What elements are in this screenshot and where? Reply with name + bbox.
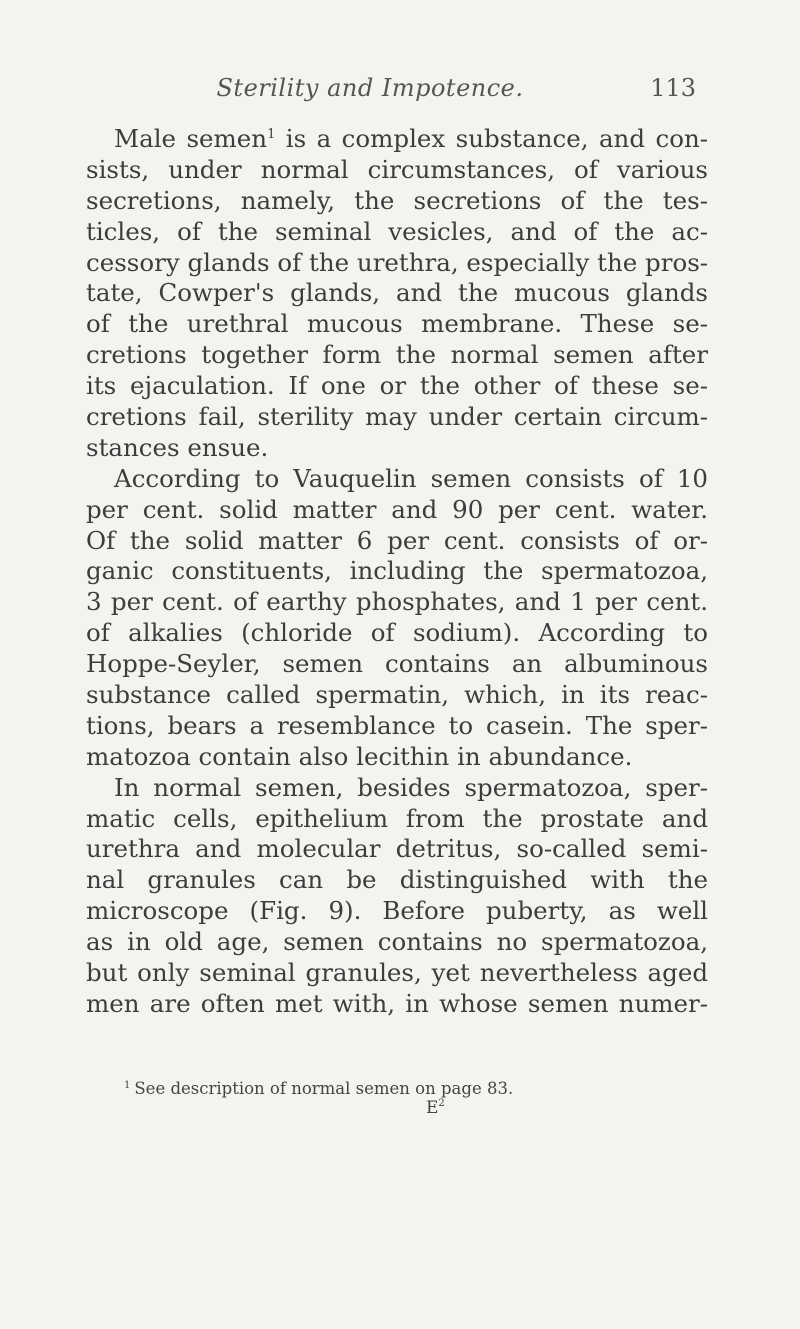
text-line: Of the solid matter 6 per cent. consists of or- — [86, 525, 708, 555]
text-line: matic cells, epithelium from the prostate and — [86, 803, 708, 833]
footnote-ref: 1 — [267, 127, 276, 142]
text-line: Hoppe-Seyler, semen contains an albuminous — [86, 649, 708, 679]
text-line: ticles, of the seminal vesicles, and of the ac- — [86, 216, 708, 246]
footnote-marker: 1 — [124, 1080, 131, 1091]
text-line: stances ensue. — [86, 432, 269, 462]
text-line: 3 per cent. of earthy phosphates, and 1 per cent. — [86, 587, 708, 617]
signature-letter: E — [426, 1098, 439, 1118]
text-line: According to Vauquelin semen consists of 10 — [114, 463, 708, 493]
running-head — [0, 74, 800, 114]
running-title: Sterility and Impotence. — [216, 74, 524, 102]
text-line: of the urethral mucous membrane. These se- — [86, 309, 708, 339]
text-line: cessory glands of the urethra, especially the pros- — [86, 247, 709, 277]
text-line: matozoa contain also lecithin in abundance. — [86, 741, 633, 771]
page-number: 113 — [650, 74, 696, 102]
text-line: Male semen$^1$ is a complex substance, and con- — [114, 124, 708, 153]
signature-number: 2 — [438, 1098, 445, 1109]
text-line: sists, under normal circumstances, of various — [86, 154, 708, 184]
footnote-text: See description of normal semen on page 83. — [134, 1079, 514, 1098]
text-line: but only seminal granules, yet nevertheless aged — [86, 958, 708, 988]
text-line: ganic constituents, including the spermatozoa, — [86, 556, 708, 586]
text-line: of alkalies (chloride of sodium). According to — [86, 618, 708, 648]
body-text — [86, 124, 708, 1020]
text-line: as in old age, semen contains no spermatozoa, — [86, 927, 708, 957]
text-line: nal granules can be distinguished with the — [86, 865, 708, 895]
text-line: its ejaculation. If one or the other of these se- — [86, 371, 708, 401]
text-line: tate, Cowper's glands, and the mucous glands — [86, 278, 708, 308]
text-line: In normal semen, besides spermatozoa, sper- — [114, 772, 708, 802]
text-line: urethra and molecular detritus, so-called semi- — [86, 834, 708, 864]
text-line: microscope (Fig. 9). Before puberty, as well — [86, 896, 708, 926]
text-line: per cent. solid matter and 90 per cent. water. — [86, 494, 708, 524]
text-line: substance called spermatin, which, in its reac- — [86, 680, 708, 710]
signature-mark — [426, 1098, 445, 1118]
text-line: secretions, namely, the secretions of the tes- — [86, 185, 708, 215]
text-line: men are often met with, in whose semen numer- — [86, 988, 708, 1018]
text-line: cretions fail, sterility may under certain circum- — [86, 402, 708, 432]
text-line: cretions together form the normal semen after — [86, 340, 708, 370]
text-line: tions, bears a resemblance to casein. The sper- — [86, 710, 708, 740]
footnote — [124, 1079, 684, 1098]
